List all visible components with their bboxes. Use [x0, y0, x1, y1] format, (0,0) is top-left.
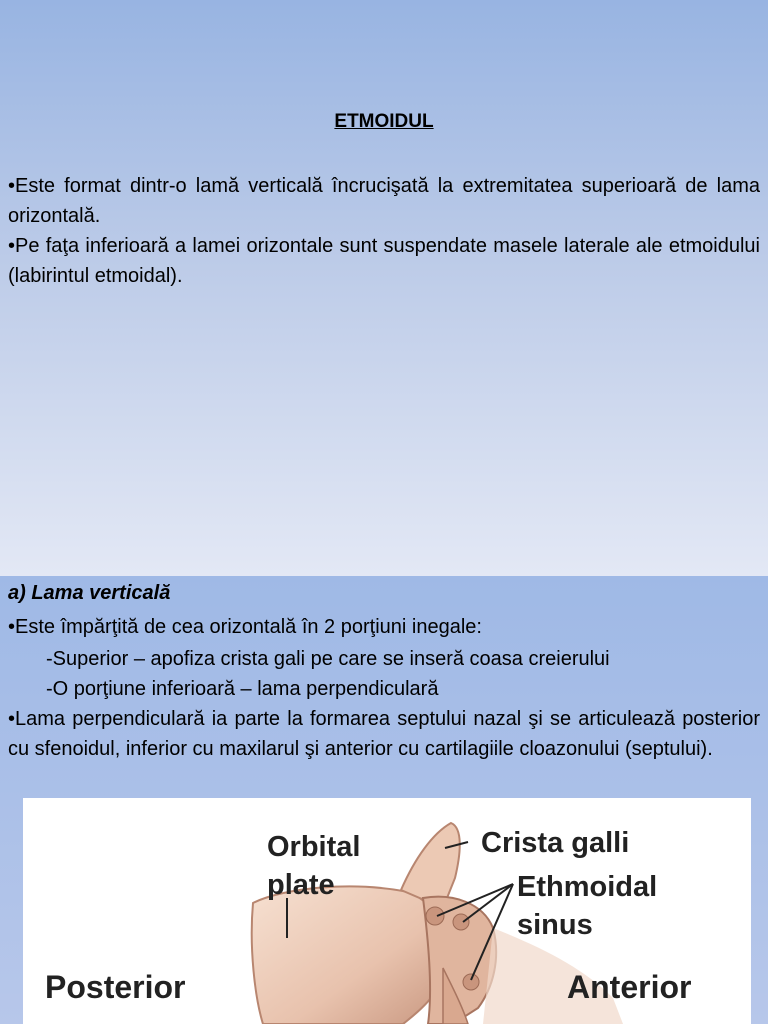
slide-title: ETMOIDUL [334, 111, 434, 132]
label-orbital-plate-1: Orbital [267, 831, 361, 863]
sub-item-superior: -Superior – apofiza crista gali pe care se inseră coasa creierului [46, 648, 610, 670]
bullet-1: •Este format dintr-o lamă verticală încrucişată la extremitatea superioară de lama orizontală. [8, 175, 760, 227]
ethmoid-illustration [23, 798, 751, 1024]
label-posterior: Posterior [45, 969, 186, 1005]
bullet-intro: •Este împărţită de cea orizontală în 2 porţiuni inegale: [8, 616, 482, 638]
bullet-2: •Pe faţa inferioară a lamei orizontale sunt suspendate masele laterale ale etmoidului (labirintul etmoidal). [8, 235, 760, 287]
section-heading: a) Lama verticală [8, 582, 171, 604]
bullet-perpendicular: •Lama perpendiculară ia parte la formarea septului nazal şi se articulează posterior cu sfenoidul, inferior cu maxilarul şi anterior cu cartilagiile cloazonului (septului). [8, 708, 760, 760]
label-crista-galli: Crista galli [481, 827, 630, 859]
slide-lama-verticala [0, 576, 768, 1024]
label-ethmoidal-sinus-1: Ethmoidal [517, 871, 658, 903]
ethmoid-drawing [23, 798, 751, 1024]
sub-item-inferior: -O porţiune inferioară – lama perpendiculară [46, 678, 439, 700]
label-anterior: Anterior [567, 969, 692, 1005]
orbital-plate-shape [252, 886, 443, 1024]
label-orbital-plate-2: plate [267, 869, 335, 901]
label-ethmoidal-sinus-2: sinus [517, 909, 593, 941]
